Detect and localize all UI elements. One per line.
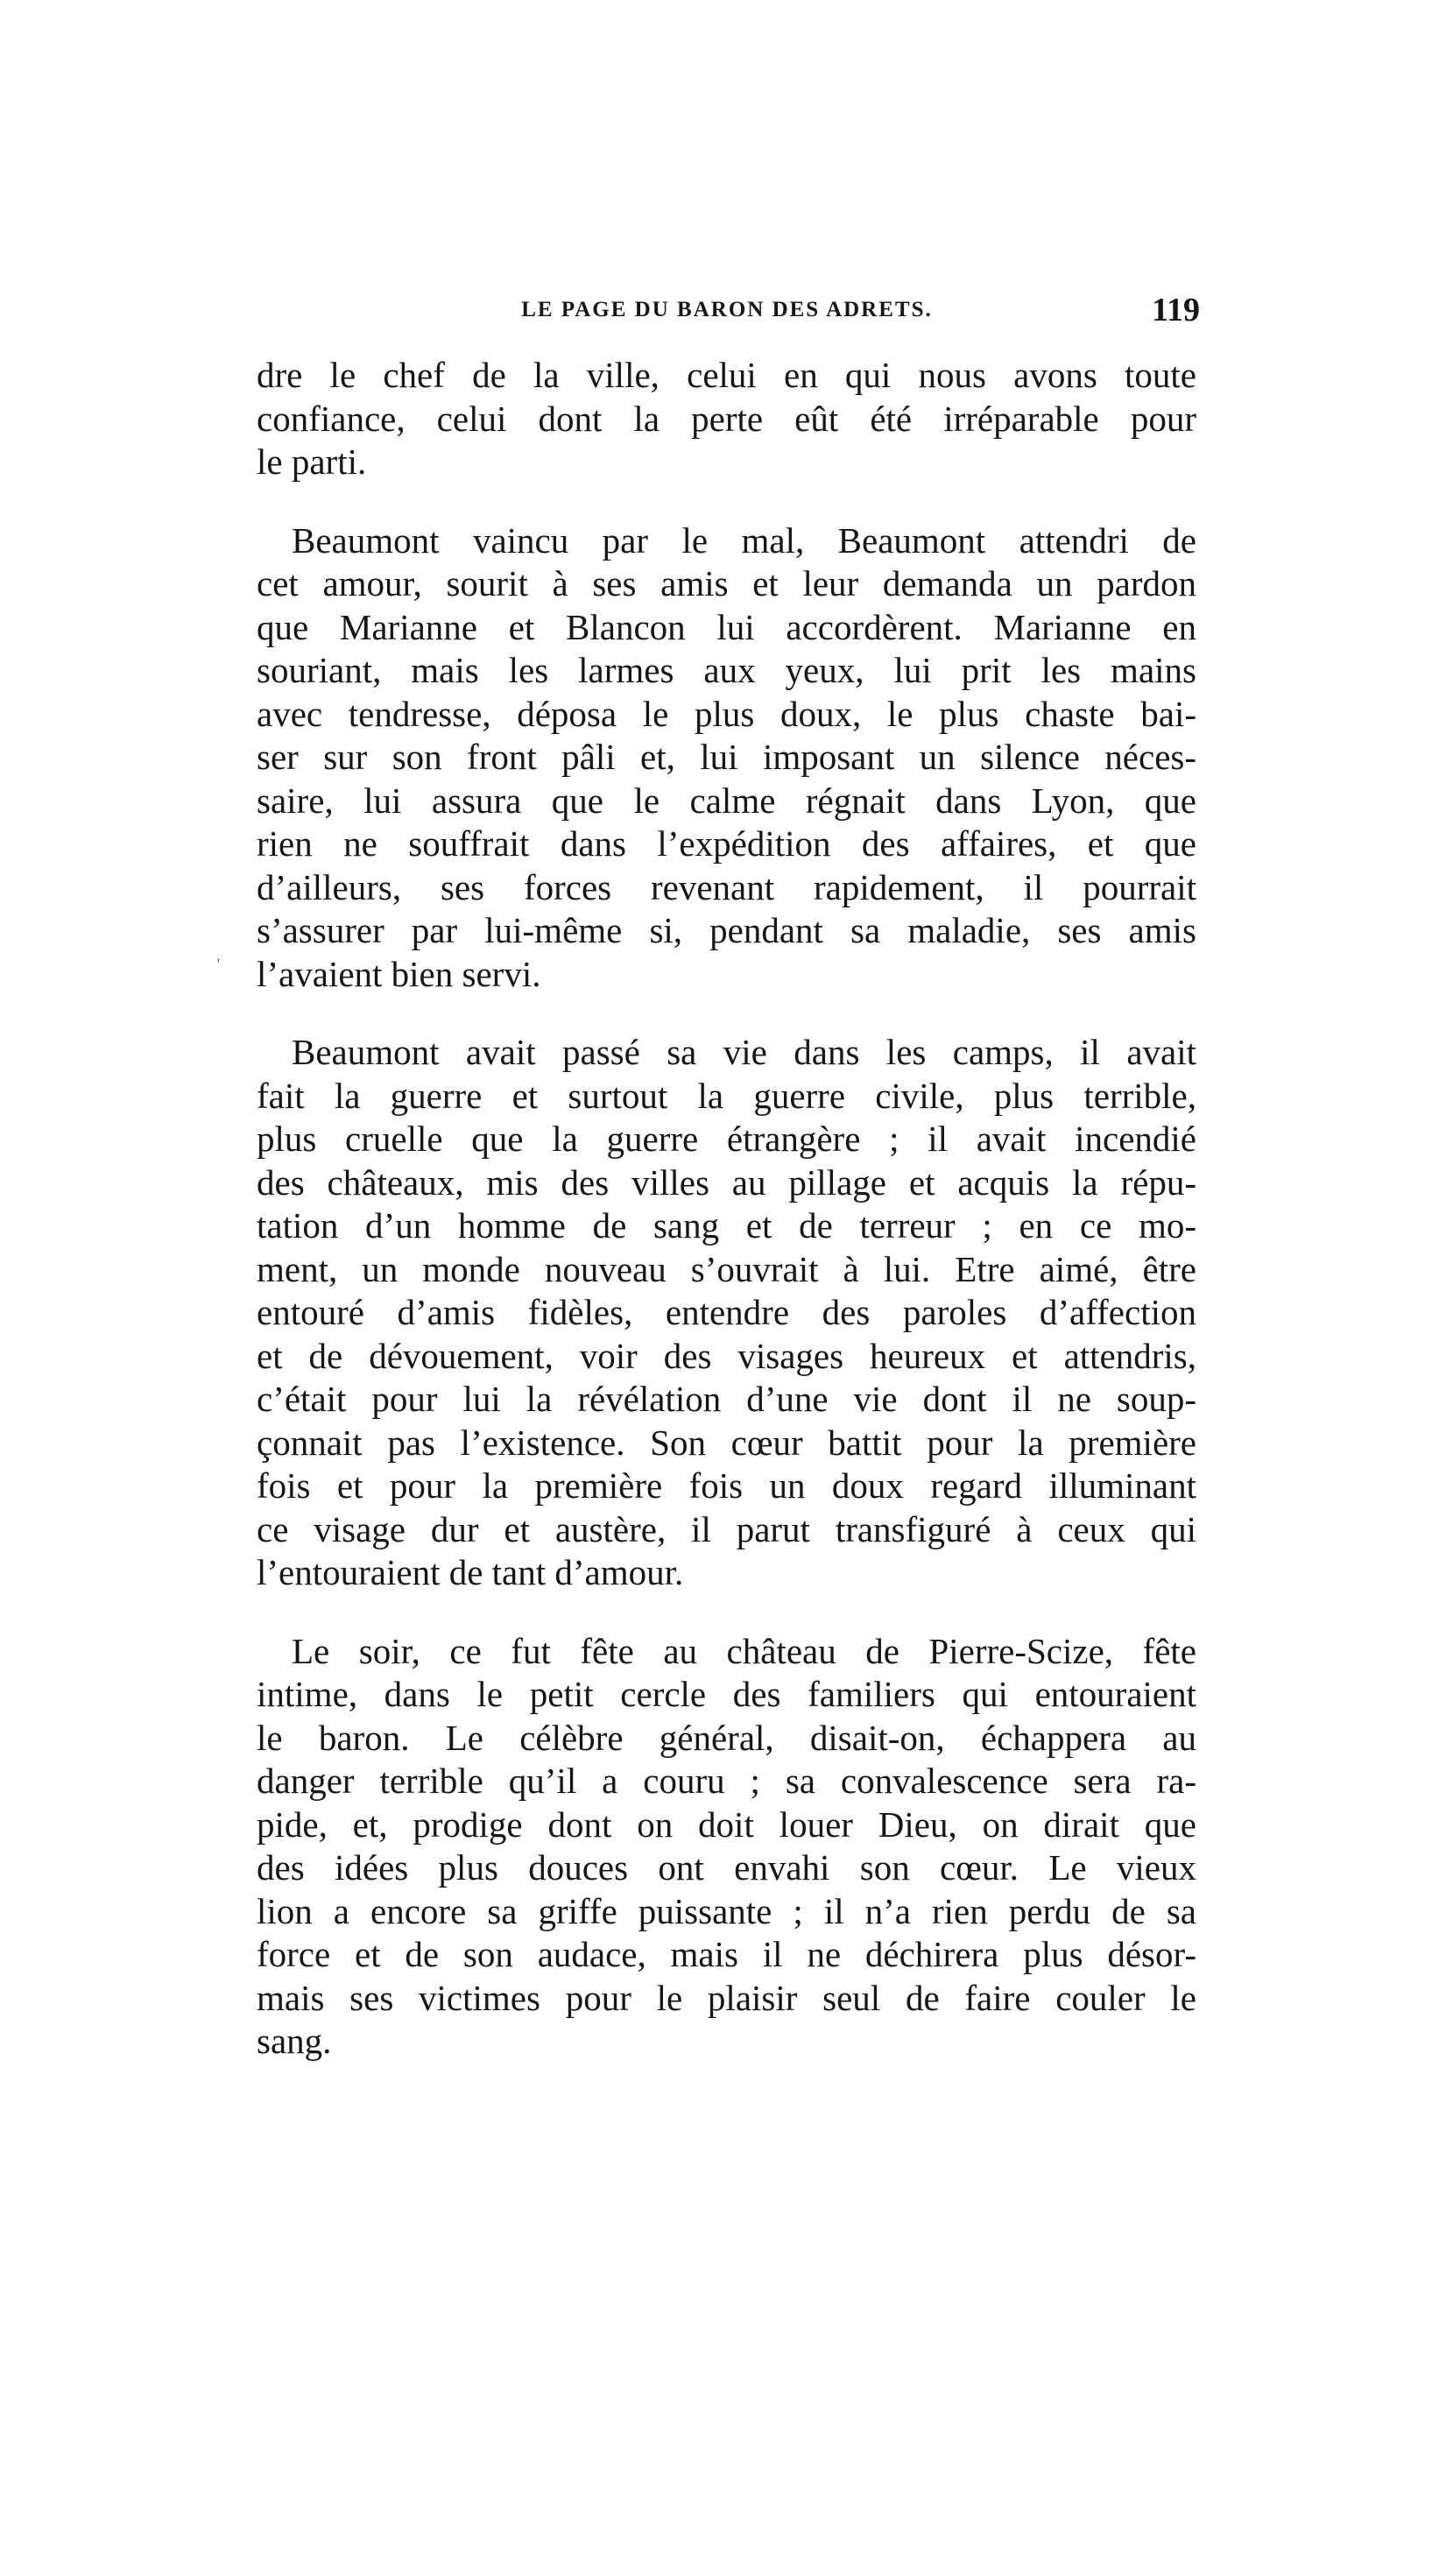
text-line: que Marianne et Blancon lui accordèrent. Marianne en [257,606,1196,647]
paragraph-2 [257,519,1196,997]
text-line: d’ailleurs, ses forces revenant rapidement, il pourrait [257,866,1196,907]
text-line: c’était pour lui la révélation d’une vie dont il ne soup- [257,1379,1196,1419]
text-line: rien ne souffrait dans l’expédition des affaires, et que [257,823,1196,864]
page-number: 119 [1152,292,1200,328]
text-line: pide, et, prodige dont on doit louer Dieu, on dirait que [257,1803,1196,1845]
margin-speck: ˈ [215,955,222,980]
text-line: sang. [257,2021,332,2061]
text-line: lion a encore sa griffe puissante ; il n’a rien perdu de sa [257,1890,1196,1931]
text-line: fois et pour la première fois un doux regard illuminant [257,1465,1196,1506]
paragraph-1 [257,354,1196,484]
text-line: Le soir, ce fut fête au château de Pierre-Scize, fête [292,1630,1196,1671]
text-line: l’avaient bien servi. [257,953,541,994]
text-line: confiance, celui dont la perte eût été irréparable pour [257,398,1196,439]
text-line: çonnait pas l’existence. Son cœur battit pour la première [257,1422,1196,1463]
paragraph-spacer [257,484,1196,519]
text-line: danger terrible qu’il a couru ; sa convalescence sera ra- [257,1761,1196,1801]
text-line: et de dévouement, voir des visages heureux et attendris, [257,1335,1196,1376]
text-line: le baron. Le célèbre général, disait-on, échappera au [257,1717,1196,1758]
page-header [254,292,1200,347]
text-line: l’entouraient de tant d’amour. [257,1552,684,1592]
text-line: ser sur son front pâli et, lui imposant un silence néces- [257,737,1196,777]
text-line: s’assurer par lui-même si, pendant sa maladie, ses amis [257,910,1196,950]
text-line: intime, dans le petit cercle des familiers qui entouraient [257,1674,1196,1714]
text-line: des idées plus douces ont envahi son cœur. Le vieux [257,1847,1196,1888]
text-line: cet amour, sourit à ses amis et leur demanda un pardon [257,563,1196,603]
paragraph-spacer [257,1595,1196,1630]
paragraph-4 [257,1630,1196,2064]
text-line: avec tendresse, déposa le plus doux, le plus chaste bai- [257,693,1196,734]
text-line: fait la guerre et surtout la guerre civile, plus terrible, [257,1075,1196,1116]
text-line: mais ses victimes pour le plaisir seul de faire couler le [257,1977,1196,2018]
running-title: LE PAGE DU BARON DES ADRETS. [521,298,933,321]
paragraph-3 [257,1031,1196,1595]
text-line: des châteaux, mis des villes au pillage et acquis la répu- [257,1161,1196,1203]
text-line: ce visage dur et austère, il parut transfiguré à ceux qui [257,1508,1196,1549]
text-line: ment, un monde nouveau s’ouvrait à lui. Etre aimé, être [257,1248,1196,1289]
text-line: force et de son audace, mais il ne déchirera plus désor- [257,1934,1196,1974]
text-line: saire, lui assura que le calme régnait dans Lyon, que [257,780,1196,821]
text-line: entouré d’amis fidèles, entendre des paroles d’affection [257,1292,1196,1332]
text-line: souriant, mais les larmes aux yeux, lui prit les mains [257,650,1196,690]
text-line: le parti. [257,441,367,482]
paragraph-spacer [257,996,1196,1031]
body-text [257,354,1196,2064]
text-line: Beaumont vaincu par le mal, Beaumont attendri de [292,519,1196,561]
text-line: plus cruelle que la guerre étrangère ; il avait incendié [257,1119,1196,1159]
text-line: Beaumont avait passé sa vie dans les camps, il avait [292,1032,1196,1072]
text-line: dre le chef de la ville, celui en qui nous avons toute [257,355,1196,395]
text-line: tation d’un homme de sang et de terreur ; en ce mo- [257,1205,1196,1246]
